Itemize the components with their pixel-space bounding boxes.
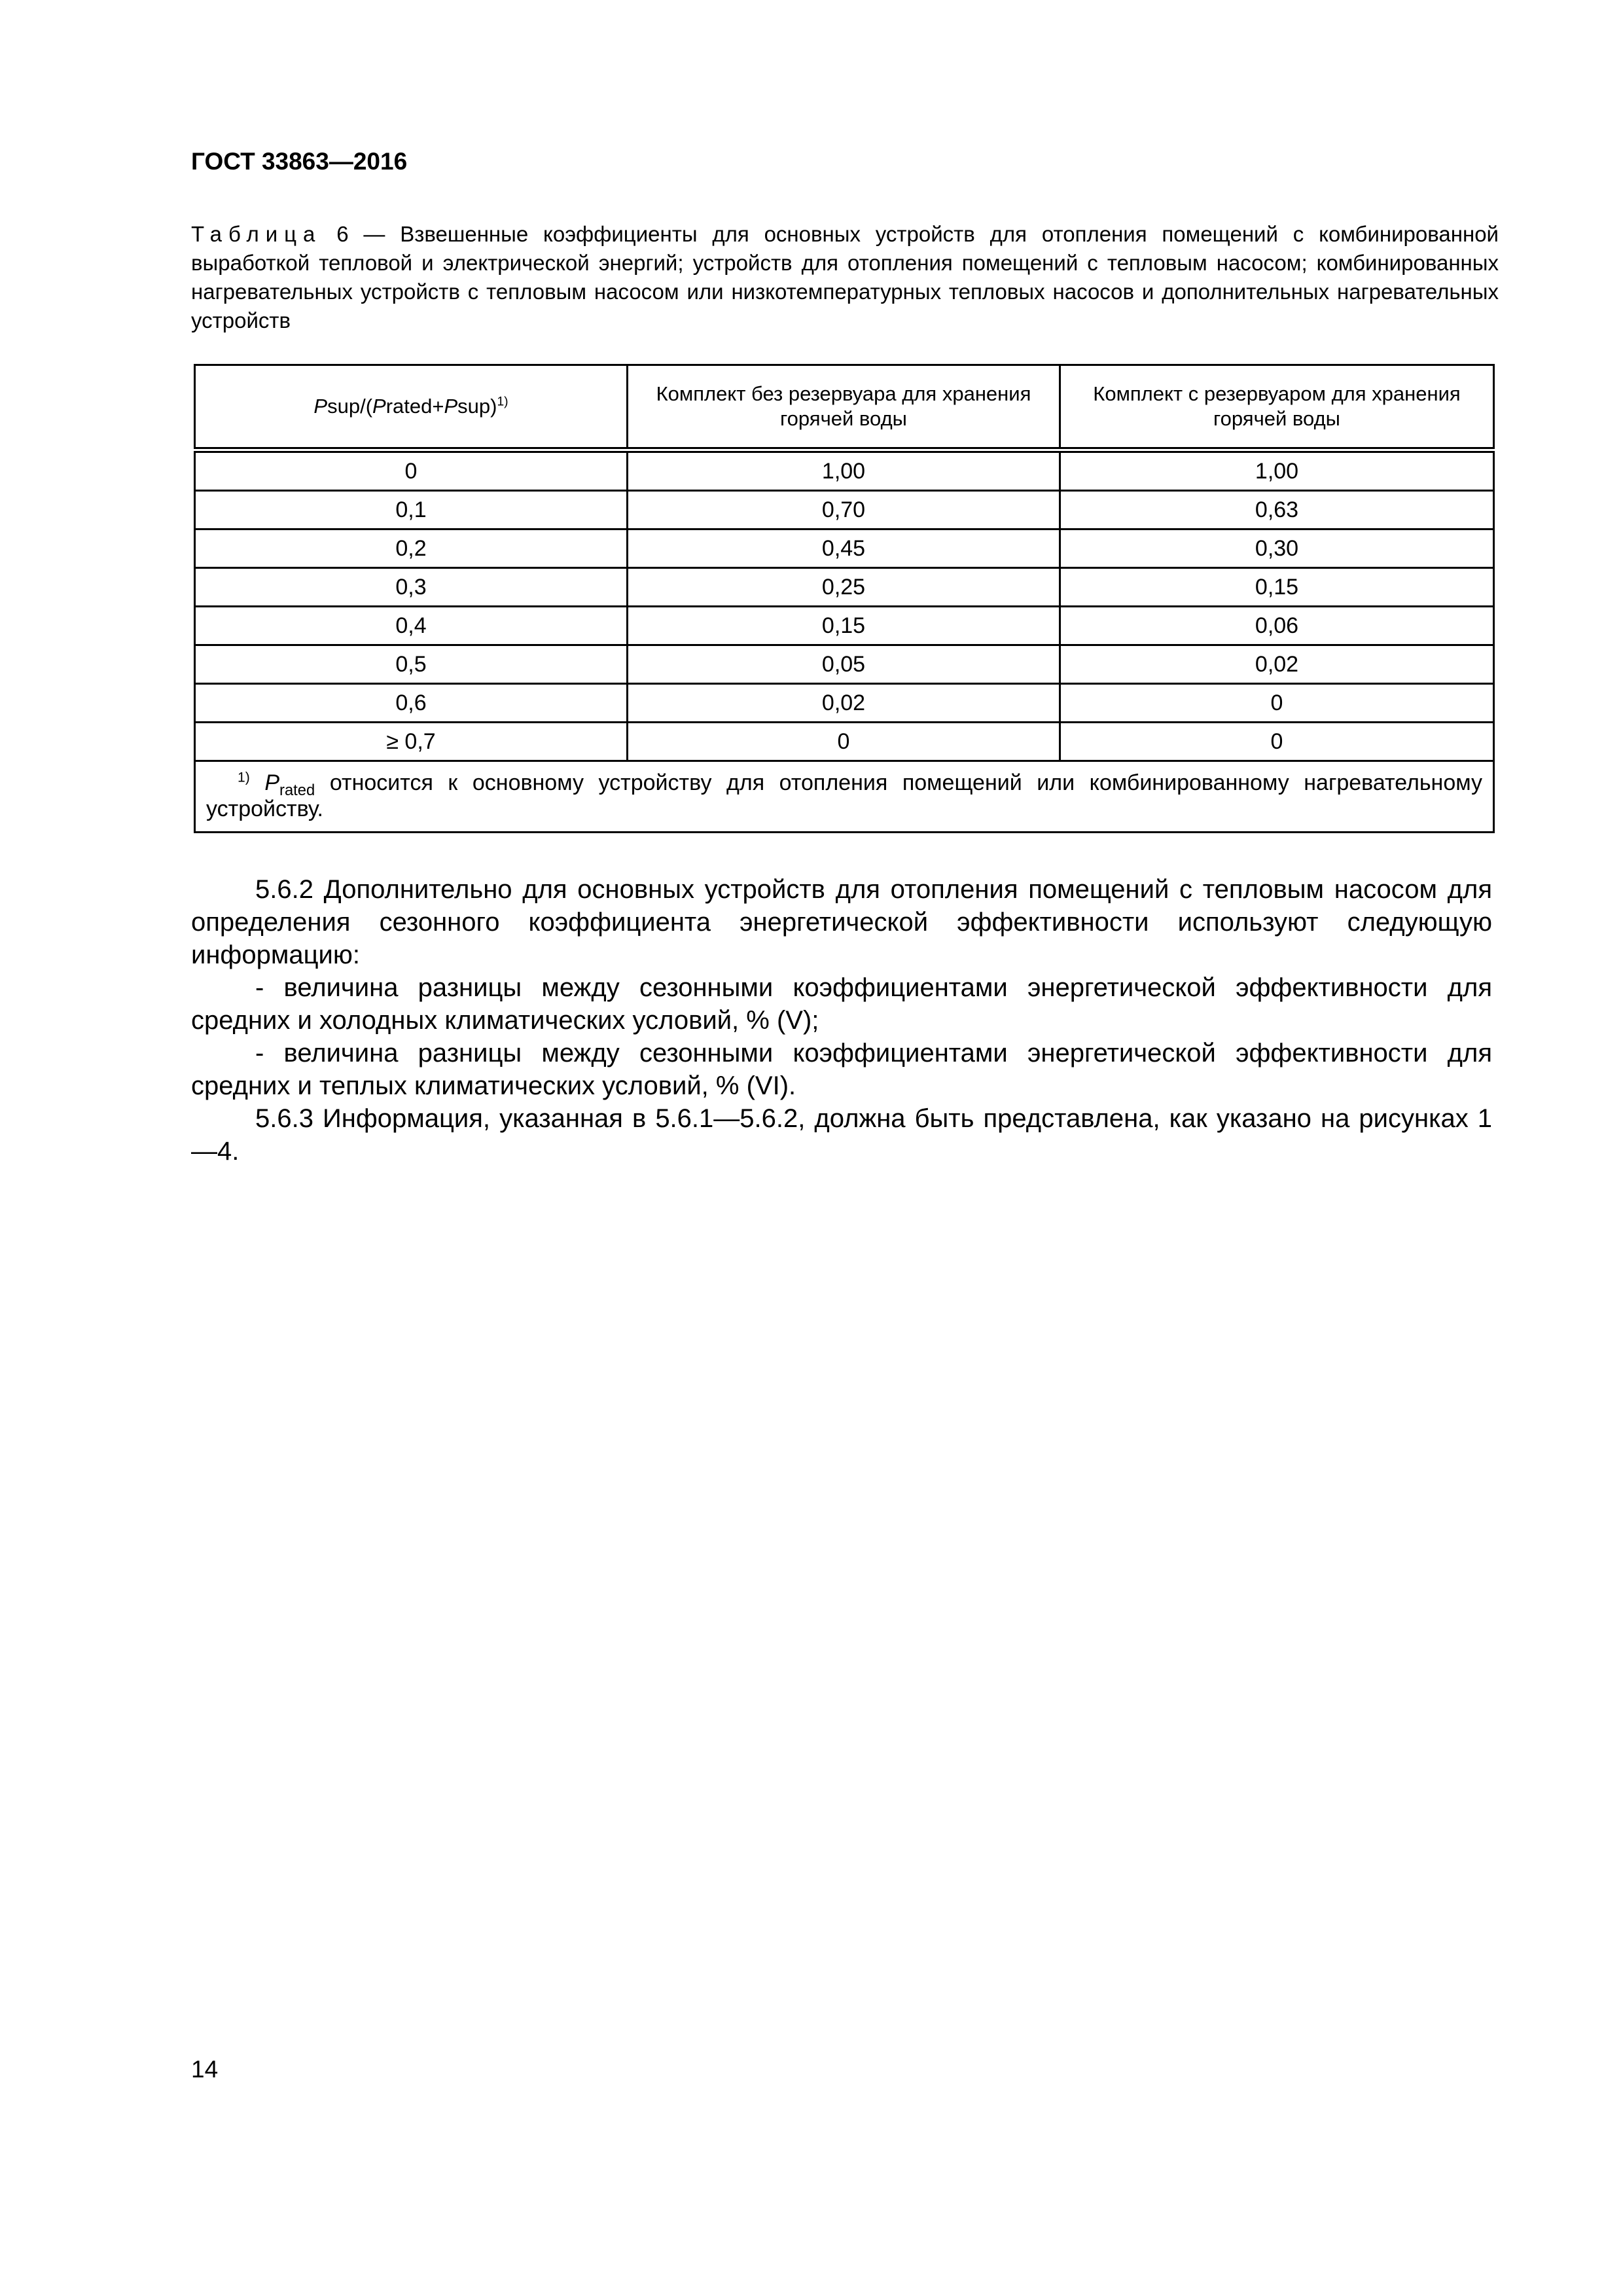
footnote-marker: 1) (238, 770, 250, 785)
cell-ratio: 0,4 (195, 607, 628, 645)
table-row (195, 491, 1494, 529)
cell-without-tank: 0,05 (628, 645, 1060, 684)
cell-with-tank: 0,06 (1060, 607, 1494, 645)
page-number: 14 (191, 2056, 219, 2083)
cell-ratio: 0,1 (195, 491, 628, 529)
cell-ratio: 0 (195, 450, 628, 491)
footnote-subscript: rated (279, 781, 315, 799)
table-caption-text: 6 — Взвешенные коэффициенты для основных устройств для отопления помещений с комбинированной выработкой тепловой и электрической энергий; устройств для отопления помещений с тепловым насосом; комбинированных нагревательных устройств с тепловым насосом или низкотемпературных тепловых насосов и дополнительных нагревательных устройств (191, 222, 1499, 332)
document-code: ГОСТ 33863—2016 (191, 148, 408, 175)
list-item: - величина разницы между сезонными коэффициентами энергетической эффективности для средних и холодных климатических условий, % (V); (191, 973, 1492, 1035)
cell-ratio: ≥ 0,7 (195, 723, 628, 761)
cell-without-tank: 0,02 (628, 684, 1060, 723)
list-item: - величина разницы между сезонными коэффициентами энергетической эффективности для средних и теплых климатических условий, % (VI). (191, 1039, 1492, 1100)
cell-ratio: 0,6 (195, 684, 628, 723)
cell-with-tank: 0,02 (1060, 645, 1494, 684)
cell-with-tank: 0,30 (1060, 529, 1494, 568)
cell-without-tank: 1,00 (628, 450, 1060, 491)
table-row (195, 568, 1494, 607)
cell-ratio: 0,3 (195, 568, 628, 607)
cell-with-tank: 0,63 (1060, 491, 1494, 529)
table-caption (191, 220, 1499, 335)
header-ratio: Psup/(Prated+Psup)$^{1)}$ (195, 365, 628, 450)
cell-without-tank: 0,25 (628, 568, 1060, 607)
table-footnote-row (195, 761, 1494, 833)
table-row (195, 723, 1494, 761)
cell-ratio: 0,2 (195, 529, 628, 568)
body-text (191, 873, 1492, 1168)
footnote-symbol: P (264, 770, 280, 795)
paragraph-5-6-2: 5.6.2 Дополнительно для основных устройств для отопления помещений с тепловым насосом для определения сезонного коэффициента энергетической эффективности используют следующую информацию: (191, 875, 1492, 969)
coefficients-table (194, 364, 1495, 833)
table-row (195, 607, 1494, 645)
table-row (195, 450, 1494, 491)
table-caption-label: Таблица (191, 222, 322, 246)
cell-ratio: 0,5 (195, 645, 628, 684)
table-footnote (195, 761, 1494, 833)
table-row (195, 529, 1494, 568)
table-header-row (195, 365, 1494, 450)
cell-with-tank: 1,00 (1060, 450, 1494, 491)
cell-without-tank: 0 (628, 723, 1060, 761)
cell-with-tank: 0 (1060, 684, 1494, 723)
cell-with-tank: 0 (1060, 723, 1494, 761)
cell-with-tank: 0,15 (1060, 568, 1494, 607)
paragraph-5-6-3: 5.6.3 Информация, указанная в 5.6.1—5.6.2, должна быть представлена, как указано на рисунках 1—4. (191, 1104, 1492, 1166)
header-without-tank: Комплект без резервуара для хранения горячей воды (628, 365, 1060, 450)
cell-without-tank: 0,70 (628, 491, 1060, 529)
cell-without-tank: 0,45 (628, 529, 1060, 568)
footnote-text: относится к основному устройству для отопления помещений или комбинированному нагревательному устройству. (206, 770, 1482, 821)
cell-without-tank: 0,15 (628, 607, 1060, 645)
table-row (195, 684, 1494, 723)
table-row (195, 645, 1494, 684)
header-with-tank: Комплект с резервуаром для хранения горячей воды (1060, 365, 1494, 450)
header-footnote-marker: 1) (497, 395, 508, 409)
